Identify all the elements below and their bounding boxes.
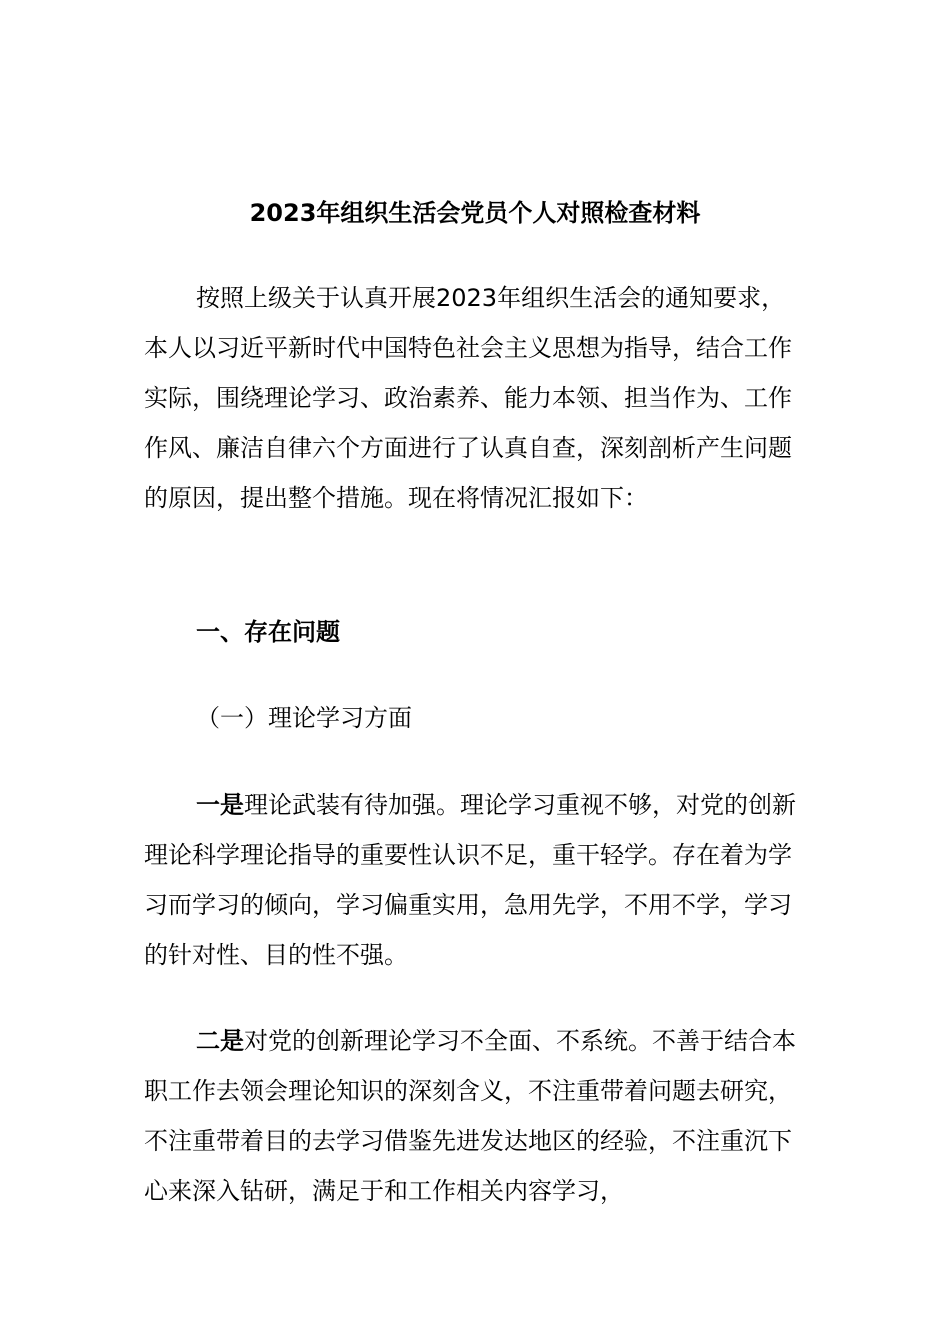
item-lead-1: 一是 — [196, 791, 244, 819]
subsection-heading-theory: （一）理论学习方面 — [196, 704, 412, 732]
item-lead-2: 二是 — [196, 1027, 244, 1055]
document-title: 2023年组织生活会党员个人对照检查材料 — [249, 199, 701, 227]
item-paragraph-2 — [144, 1016, 806, 1216]
section-heading-problems: 一、存在问题 — [196, 618, 340, 646]
intro-paragraph: 按照上级关于认真开展2023年组织生活会的通知要求，本人以习近平新时代中国特色社会主义思想为指导，结合工作实际，围绕理论学习、政治素养、能力本领、担当作为、工作作风、廉洁自律六个方面进行了认真自查，深刻剖析产生问题的原因，提出整个措施。现在将情况汇报如下： — [144, 284, 792, 512]
item-text-2: 对党的创新理论学习不全面、不系统。不善于结合本职工作去领会理论知识的深刻含义，不注重带着问题去研究，不注重带着目的去学习借鉴先进发达地区的经验，不注重沉下心来深入钻研，满足于和工作相关内容学习， — [144, 1027, 796, 1205]
item-text-1: 理论武装有待加强。理论学习重视不够，对党的创新理论科学理论指导的重要性认识不足，重干轻学。存在着为学习而学习的倾向，学习偏重实用，急用先学，不用不学，学习的针对性、目的性不强。 — [144, 791, 796, 969]
item-paragraph-1 — [144, 780, 806, 980]
